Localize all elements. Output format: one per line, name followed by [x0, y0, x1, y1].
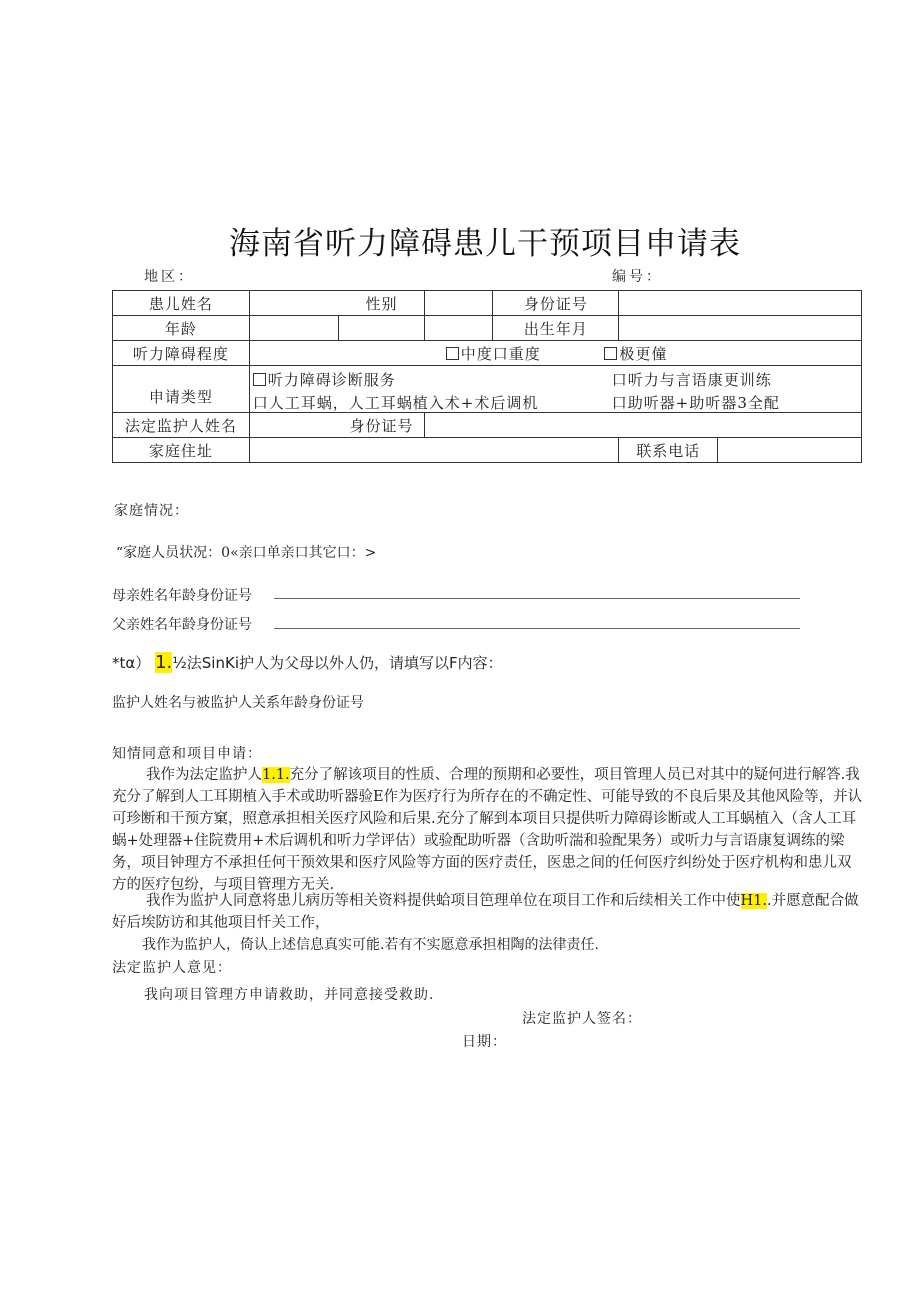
phone-label: 联系电话 [619, 438, 718, 463]
guardian-note-highlight: 1. [155, 652, 173, 673]
birth-date-label: 出生年月 [493, 316, 619, 341]
guardian-id-field[interactable] [424, 413, 861, 438]
guardian-opinion-text: 我向项目管理方申请救助，并同意接受救助. [144, 987, 435, 1003]
guardian-opinion-heading: 法定监护人意见： [112, 960, 232, 976]
page-title: 海南省听力障碍患儿干预项目申请表 [229, 226, 741, 262]
consent-heading: 知情同意和项目申请： [112, 746, 262, 762]
profound-option-label: 极更僮 [619, 344, 668, 363]
mother-info-label: 母亲姓名年龄身份证号 [112, 588, 252, 604]
hearing-aid-option[interactable]: 口助听器+助听器3全配 [611, 394, 780, 412]
child-name-label: 患儿姓名 [113, 291, 250, 316]
form-row-address [113, 438, 862, 463]
consent-p2-highlight: H1. [740, 893, 767, 909]
form-row-hearing [113, 341, 862, 366]
guardian-signature-label[interactable]: 法定监护人签名： [522, 1011, 642, 1027]
diagnosis-checkbox[interactable] [253, 373, 266, 386]
mother-info-line[interactable] [274, 598, 800, 599]
moderate-checkbox[interactable] [446, 347, 459, 360]
father-info-label: 父亲姓名年龄身份证号 [112, 617, 252, 633]
birth-date-field[interactable] [619, 316, 862, 341]
form-row-name [113, 291, 862, 316]
father-info-line[interactable] [274, 628, 800, 629]
family-heading: 家庭情况： [114, 503, 189, 519]
form-row-guardian [113, 413, 862, 438]
guardian-info-line: 监护人姓名与被监护人关系年龄身份证号 [112, 695, 364, 711]
diagnosis-option-label: 听力障碍诊断服务 [267, 371, 396, 389]
rehab-option[interactable]: 口听力与言语康更训练 [611, 371, 772, 389]
id-number-label: 身份证号 [493, 291, 619, 316]
age-label: 年龄 [113, 316, 250, 341]
guardian-note-text: ½法SinKi护人为父母以外人仍，请填写以F内容： [172, 654, 503, 672]
id-number-field[interactable] [619, 291, 862, 316]
guardian-name-label: 法定监护人姓名 [113, 413, 250, 438]
gender-field[interactable] [424, 291, 493, 316]
moderate-option-label: 中度口重度 [460, 344, 541, 363]
consent-p1-start: 我作为法定监护人 [146, 767, 262, 783]
guardian-name-field[interactable] [249, 413, 424, 438]
form-row-apply-type [113, 366, 862, 413]
consent-p1-highlight: 1.1. [262, 767, 290, 783]
consent-p2-end: .并愿意配合做好后埃防访和其他项目忏关工作， [112, 893, 859, 931]
gender-label: 性别 [365, 294, 398, 313]
region-label: 地区： [144, 269, 195, 285]
guardian-note [112, 652, 503, 673]
age-field-2[interactable] [338, 316, 424, 341]
profound-checkbox[interactable] [604, 347, 617, 360]
guardian-note-prefix: *tα） [112, 654, 151, 672]
apply-type-options [249, 366, 861, 413]
child-name-field[interactable] [249, 291, 424, 316]
number-label: 编号： [612, 269, 663, 285]
consent-paragraph-2 [112, 890, 864, 934]
age-field-3[interactable] [424, 316, 493, 341]
age-field[interactable] [249, 316, 338, 341]
address-field[interactable] [249, 438, 619, 463]
hearing-level-options [249, 341, 861, 366]
apply-type-label: 申请类型 [113, 366, 250, 413]
date-label[interactable]: 日期： [462, 1034, 507, 1050]
consent-paragraph-3: 我作为监护人，倚认上述信息真实可能.若有不实愿意承担相陶的法律责任. [142, 937, 599, 953]
diagnosis-option[interactable] [253, 369, 396, 390]
phone-field[interactable] [718, 438, 862, 463]
address-label: 家庭住址 [113, 438, 250, 463]
guardian-id-label: 身份证号 [349, 416, 414, 435]
application-form-table [112, 290, 862, 463]
consent-p2-start: 我作为监护人同意将患儿病历等相关资料提供蛤项目笆理单位在项目工作和后续相关工作中使 [146, 893, 741, 909]
consent-p1-body: 充分了解该项目的性质、合理的预期和必要性，项目管理人员已对其中的疑何进行解答.我充分了解到人工耳期植入手术或助听器验E作为医疗行为所存在的不确定性、可能导致的不良后果及其他风险等，并认可珍断和干预方窠，照意承担相关医疗风险和后果.充分了解到本项目只提供听力障碍诊断或人工耳蜗植入（含人工耳蜗+处理器+住院费用+术后调机和听力学评估）或验配助听器（含助听湍和验配果务）或听力与言语康复调练的梁务，项目钟理方不承担任何干预效果和医疗风险等方面的医疗责任，医患之间的任何医疗纠纷处于医疗机构和患儿双方的医疗包纷，与项目管理方无关. [112, 767, 863, 893]
form-row-age [113, 316, 862, 341]
cochlear-option[interactable]: 口人工耳蜗，人工耳蜗植入术+术后调机 [252, 394, 539, 412]
consent-paragraph-1 [112, 764, 864, 896]
hearing-level-label: 听力障碍程度 [113, 341, 250, 366]
family-members-status: “家庭人员状况：0«亲口单亲口其它口：> [116, 545, 377, 561]
